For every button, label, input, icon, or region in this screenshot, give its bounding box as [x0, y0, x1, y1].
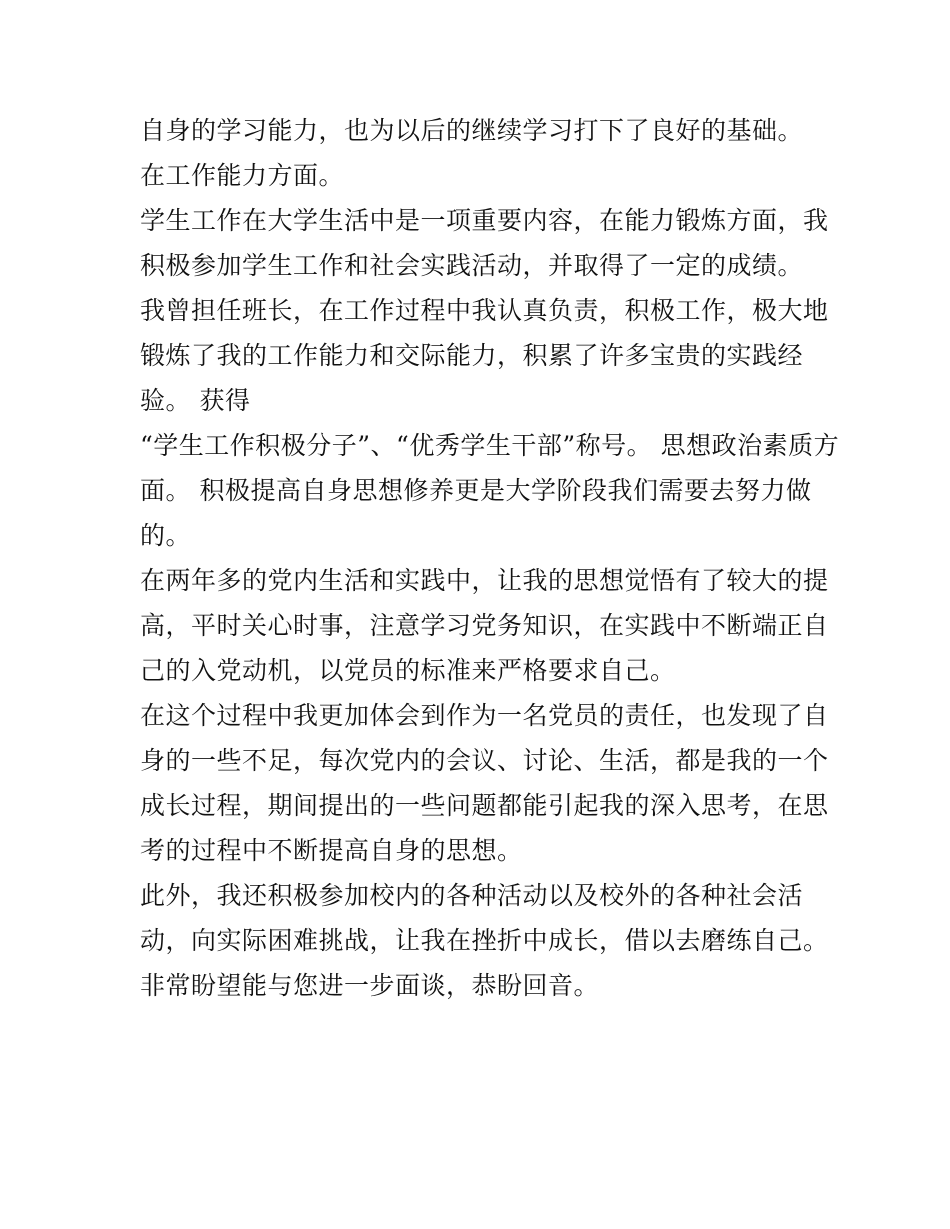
text-line: 成长过程，期间提出的一些问题都能引起我的深入思考，在思 — [140, 791, 829, 820]
text-line: 高，平时关心时事，注意学习党务知识，在实践中不断端正自 — [140, 611, 829, 640]
text-line: 面。 积极提高自身思想修养更是大学阶段我们需要去努力做 — [140, 476, 812, 505]
text-line: 学生工作在大学生活中是一项重要内容，在能力锻炼方面，我 — [140, 206, 829, 235]
text-line: 在这个过程中我更加体会到作为一名党员的责任，也发现了自 — [140, 701, 829, 730]
text-line: 在工作能力方面。 — [140, 161, 345, 190]
text-line: “学生工作积极分子”、“优秀学生干部”称号。 思想政治素质方 — [140, 431, 840, 460]
text-line: 自身的学习能力，也为以后的继续学习打下了良好的基础。 — [140, 116, 804, 145]
text-line: 验。 获得 — [140, 386, 251, 415]
text-line: 考的过程中不断提高自身的思想。 — [140, 836, 523, 865]
text-line: 的。 — [140, 521, 192, 550]
text-line: 积极参加学生工作和社会实践活动，并取得了一定的成绩。 — [140, 251, 804, 280]
text-line: 我曾担任班长，在工作过程中我认真负责，积极工作，极大地 — [140, 296, 829, 325]
text-line: 非常盼望能与您进一步面谈，恭盼回音。 — [140, 971, 600, 1000]
text-line: 己的入党动机，以党员的标准来严格要求自己。 — [140, 656, 676, 685]
text-line: 此外，我还积极参加校内的各种活动以及校外的各种社会活 — [140, 881, 804, 910]
text-line: 锻炼了我的工作能力和交际能力，积累了许多宝贵的实践经 — [140, 341, 804, 370]
text-line: 动，向实际困难挑战，让我在挫折中成长，借以去磨练自己。 — [140, 926, 829, 955]
document-body — [140, 108, 840, 1008]
text-line: 身的一些不足，每次党内的会议、讨论、生活，都是我的一个 — [140, 746, 829, 775]
text-line: 在两年多的党内生活和实践中，让我的思想觉悟有了较大的提 — [140, 566, 829, 595]
